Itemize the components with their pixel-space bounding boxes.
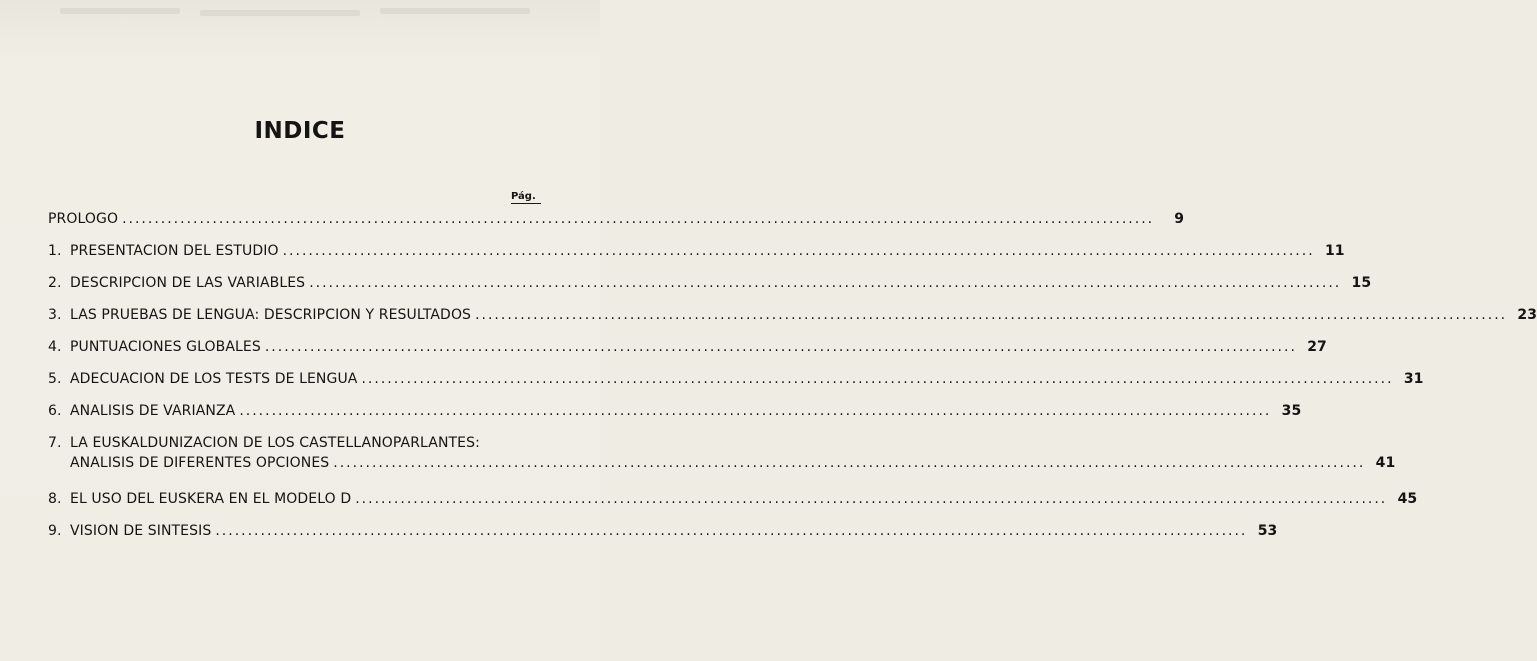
toc-entry-5[interactable]: [48, 369, 1424, 401]
toc-entry-number: 4.: [48, 339, 62, 355]
toc-entry-label: LAS PRUEBAS DE LENGUA: DESCRIPCION Y RESULTADOS: [70, 307, 472, 323]
toc-entry-4[interactable]: [48, 337, 1327, 369]
toc-entry-page: 23: [1517, 307, 1537, 323]
toc-entry-label: PUNTUACIONES GLOBALES: [70, 339, 261, 355]
dot-leader: [215, 521, 1247, 541]
page-title: INDICE: [254, 118, 346, 144]
toc-entry-3[interactable]: [48, 305, 1537, 337]
toc-entry-prologo[interactable]: [48, 209, 1185, 241]
toc-entry-number: 6.: [48, 403, 62, 419]
toc-entry-page: 15: [1351, 275, 1372, 291]
toc-entry-label-line2: ANALISIS DE DIFERENTES OPCIONES: [70, 455, 330, 471]
toc-entry-page: 53: [1257, 523, 1278, 539]
toc-entry-label: ADECUACION DE LOS TESTS DE LENGUA: [70, 371, 358, 387]
table-of-contents: [48, 209, 1537, 553]
toc-entry-number: 1.: [48, 243, 62, 259]
dot-leader: [355, 489, 1387, 509]
dot-leader: [239, 401, 1271, 421]
toc-entry-page: 45: [1397, 491, 1418, 507]
toc-entry-1[interactable]: [48, 241, 1345, 273]
toc-entry-page: 11: [1324, 243, 1345, 259]
toc-entry-label: DESCRIPCION DE LAS VARIABLES: [70, 275, 306, 291]
toc-entry-7[interactable]: [48, 433, 1396, 489]
toc-entry-label: LA EUSKALDUNIZACION DE LOS CASTELLANOPARLANTES:: [70, 435, 480, 451]
bleed-through-mark: [200, 10, 360, 16]
dot-leader: [122, 209, 1154, 229]
dot-leader: [283, 241, 1315, 261]
toc-entry-label: PRESENTACION DEL ESTUDIO: [70, 243, 279, 259]
toc-entry-2[interactable]: [48, 273, 1372, 305]
toc-entry-page: 31: [1403, 371, 1424, 387]
dot-leader: [333, 453, 1365, 473]
toc-entry-6[interactable]: [48, 401, 1302, 433]
toc-entry-number: 5.: [48, 371, 62, 387]
toc-entry-page: 9: [1174, 211, 1185, 227]
toc-entry-page: 27: [1307, 339, 1327, 355]
page-column-header: Pág.: [511, 191, 541, 204]
dot-leader: [361, 369, 1393, 389]
toc-entry-label: EL USO DEL EUSKERA EN EL MODELO D: [70, 491, 352, 507]
bleed-through-mark: [60, 8, 180, 14]
dot-leader: [309, 273, 1341, 293]
toc-entry-label: ANALISIS DE VARIANZA: [70, 403, 236, 419]
toc-entry-text-block: [70, 433, 1395, 473]
dot-leader: [265, 337, 1297, 357]
toc-entry-line2: [70, 453, 1395, 473]
toc-entry-number: 2.: [48, 275, 62, 291]
toc-entry-number: 7.: [48, 435, 62, 451]
toc-entry-label: VISION DE SINTESIS: [70, 523, 212, 539]
toc-entry-page: 41: [1375, 455, 1396, 471]
toc-entry-page: 35: [1281, 403, 1302, 419]
toc-entry-number: 8.: [48, 491, 62, 507]
dot-leader: [475, 305, 1507, 325]
bleed-through-mark: [380, 8, 530, 14]
toc-entry-label: PROLOGO: [48, 211, 119, 227]
toc-entry-number: 9.: [48, 523, 62, 539]
toc-entry-9[interactable]: [48, 521, 1278, 553]
toc-entry-number: 3.: [48, 307, 62, 323]
toc-entry-8[interactable]: [48, 489, 1418, 521]
